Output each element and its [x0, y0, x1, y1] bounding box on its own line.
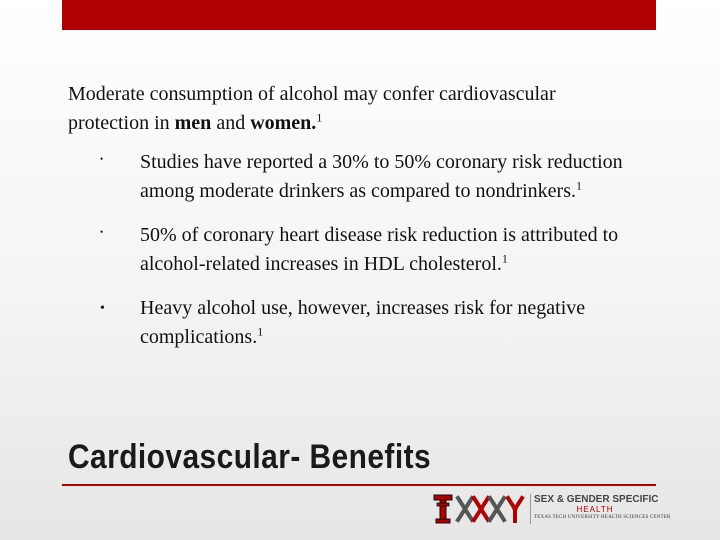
- logo-line1: SEX & GENDER SPECIFIC: [534, 494, 659, 505]
- bullet-text: Studies have reported a 30% to 50% coronary risk reduction among moderate drinkers as compared to nondrinkers.: [140, 151, 623, 202]
- intro-men: men: [174, 112, 212, 134]
- bullet-item: [100, 148, 640, 206]
- logo-wordmark: [534, 494, 671, 520]
- bullet-marker: •: [100, 301, 105, 316]
- double-t-mark: [434, 495, 452, 523]
- intro-reference: 1: [316, 110, 323, 125]
- intro-and: and: [211, 112, 251, 134]
- logo-line2: HEALTH: [576, 505, 614, 514]
- intro-women: women.: [250, 112, 317, 134]
- slide-title: Cardiovascular- Benefits: [68, 438, 432, 476]
- intro-text: Moderate consumption of alcohol may confer cardiovascular protection in: [68, 83, 556, 134]
- bullet-reference: 1: [501, 251, 508, 266]
- bullet-reference: 1: [257, 324, 264, 339]
- bullet-item: [100, 294, 640, 352]
- bullet-text: 50% of coronary heart disease risk reduction is attributed to alcohol-related increases in HDL cholesterol.: [140, 224, 619, 275]
- bullet-text: Heavy alcohol use, however, increases risk for negative complications.: [140, 297, 586, 348]
- bullet-reference: 1: [575, 178, 582, 193]
- bullet-marker: •: [100, 154, 104, 164]
- bullet-list: [100, 148, 640, 352]
- logo-divider: [530, 494, 531, 524]
- xxxy-mark: [458, 498, 522, 521]
- header-accent-bar: [62, 0, 656, 30]
- footer-logo: [432, 492, 671, 526]
- ttu-double-t-xxxy-logo-icon: [432, 492, 530, 526]
- bullet-marker: •: [100, 227, 104, 237]
- intro-paragraph: [68, 80, 628, 138]
- logo-line3: TEXAS TECH UNIVERSITY HEALTH SCIENCES CENTER: [534, 515, 671, 520]
- title-underline: [62, 484, 656, 486]
- bullet-item: [100, 221, 640, 279]
